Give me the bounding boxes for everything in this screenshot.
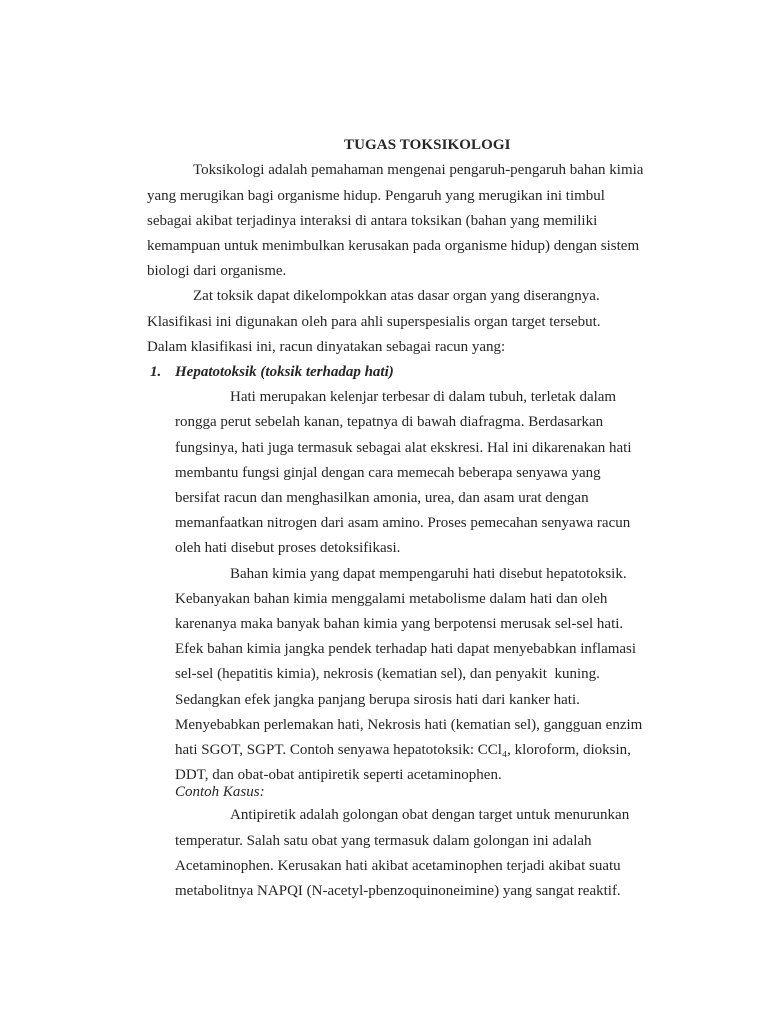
text-line: Dalam klasifikasi ini, racun dinyatakan sebagai racun yang: [147, 338, 506, 355]
text-line: Efek bahan kimia jangka pendek terhadap hati dapat menyebabkan inflamasi [175, 641, 637, 658]
text-line: kemampuan untuk menimbulkan kerusakan pada organisme hidup) dengan sistem [147, 237, 640, 254]
paragraph-classification [147, 284, 601, 360]
paragraph-intro [147, 158, 643, 284]
document-title: TUGAS TOKSIKOLOGI [344, 137, 511, 153]
text-line: Zat toksik dapat dikelompokkan atas dasar organ yang diserangnya. [193, 288, 600, 305]
case-label: Contoh Kasus: [175, 784, 265, 800]
text-line: metabolitnya NAPQI (N-acetyl-pbenzoquinoneimine) yang sangat reaktif. [175, 882, 621, 899]
text-line: temperatur. Salah satu obat yang termasuk dalam golongan ini adalah [175, 832, 592, 849]
text-line: rongga perut sebelah kanan, tepatnya di bawah diafragma. Berdasarkan [175, 414, 604, 431]
paragraph-hepatotoxic [175, 562, 642, 789]
text-line: Sedangkan efek jangka panjang berupa sirosis hati dari kanker hati. [175, 691, 580, 708]
paragraph-case [175, 803, 629, 904]
text-line: DDT, dan obat-obat antipiretik seperti acetaminophen. [175, 767, 502, 784]
text-line: Menyebabkan perlemakan hati, Nekrosis hati (kematian sel), gangguan enzim [175, 716, 643, 733]
text-line: Kebanyakan bahan kimia menggalami metabolisme dalam hati dan oleh [175, 590, 608, 607]
text-line: karenanya maka banyak bahan kimia yang berpotensi merusak sel-sel hati. [175, 615, 624, 632]
list-item-heading [0, 360, 768, 385]
text-line: oleh hati disebut proses detoksifikasi. [175, 540, 401, 557]
paragraph-liver-function [175, 385, 632, 561]
list-number: 1. [150, 364, 162, 380]
text-line: sebagai akibat terjadinya interaksi di antara toksikan (bahan yang memiliki [147, 212, 598, 229]
text-line: Hati merupakan kelenjar terbesar di dalam tubuh, terletak dalam [230, 389, 617, 406]
text-line: membantu fungsi ginjal dengan cara memecah beberapa senyawa yang [175, 464, 601, 481]
text-line: sel-sel (hepatitis kimia), nekrosis (kematian sel), dan penyakit kuning. [175, 666, 600, 683]
text-line: biologi dari organisme. [147, 263, 287, 280]
text-line: Acetaminophen. Kerusakan hati akibat acetaminophen terjadi akibat suatu [175, 857, 621, 874]
text-line: Antipiretik adalah golongan obat dengan target untuk menurunkan [230, 807, 630, 824]
text-line: Klasifikasi ini digunakan oleh para ahli superspesialis organ target tersebut. [147, 313, 601, 330]
text-line: bersifat racun dan menghasilkan amonia, urea, dan asam urat dengan [175, 489, 589, 506]
text-line: fungsinya, hati juga termasuk sebagai alat ekskresi. Hal ini dikarenakan hati [175, 439, 632, 456]
text-line: Toksikologi adalah pemahaman mengenai pengaruh-pengaruh bahan kimia [193, 162, 644, 179]
text-line: memanfaatkan nitrogen dari asam amino. Proses pemecahan senyawa racun [175, 515, 631, 532]
text-line: Bahan kimia yang dapat mempengaruhi hati disebut hepatotoksik. [230, 565, 627, 582]
text-line: hati SGOT, SGPT. Contoh senyawa hepatotoksik: CCl₄, kloroform, dioksin, [175, 741, 631, 758]
text-line: yang merugikan bagi organisme hidup. Pengaruh yang merugikan ini timbul [147, 187, 605, 204]
list-heading-text: Hepatotoksik (toksik terhadap hati) [175, 364, 394, 380]
